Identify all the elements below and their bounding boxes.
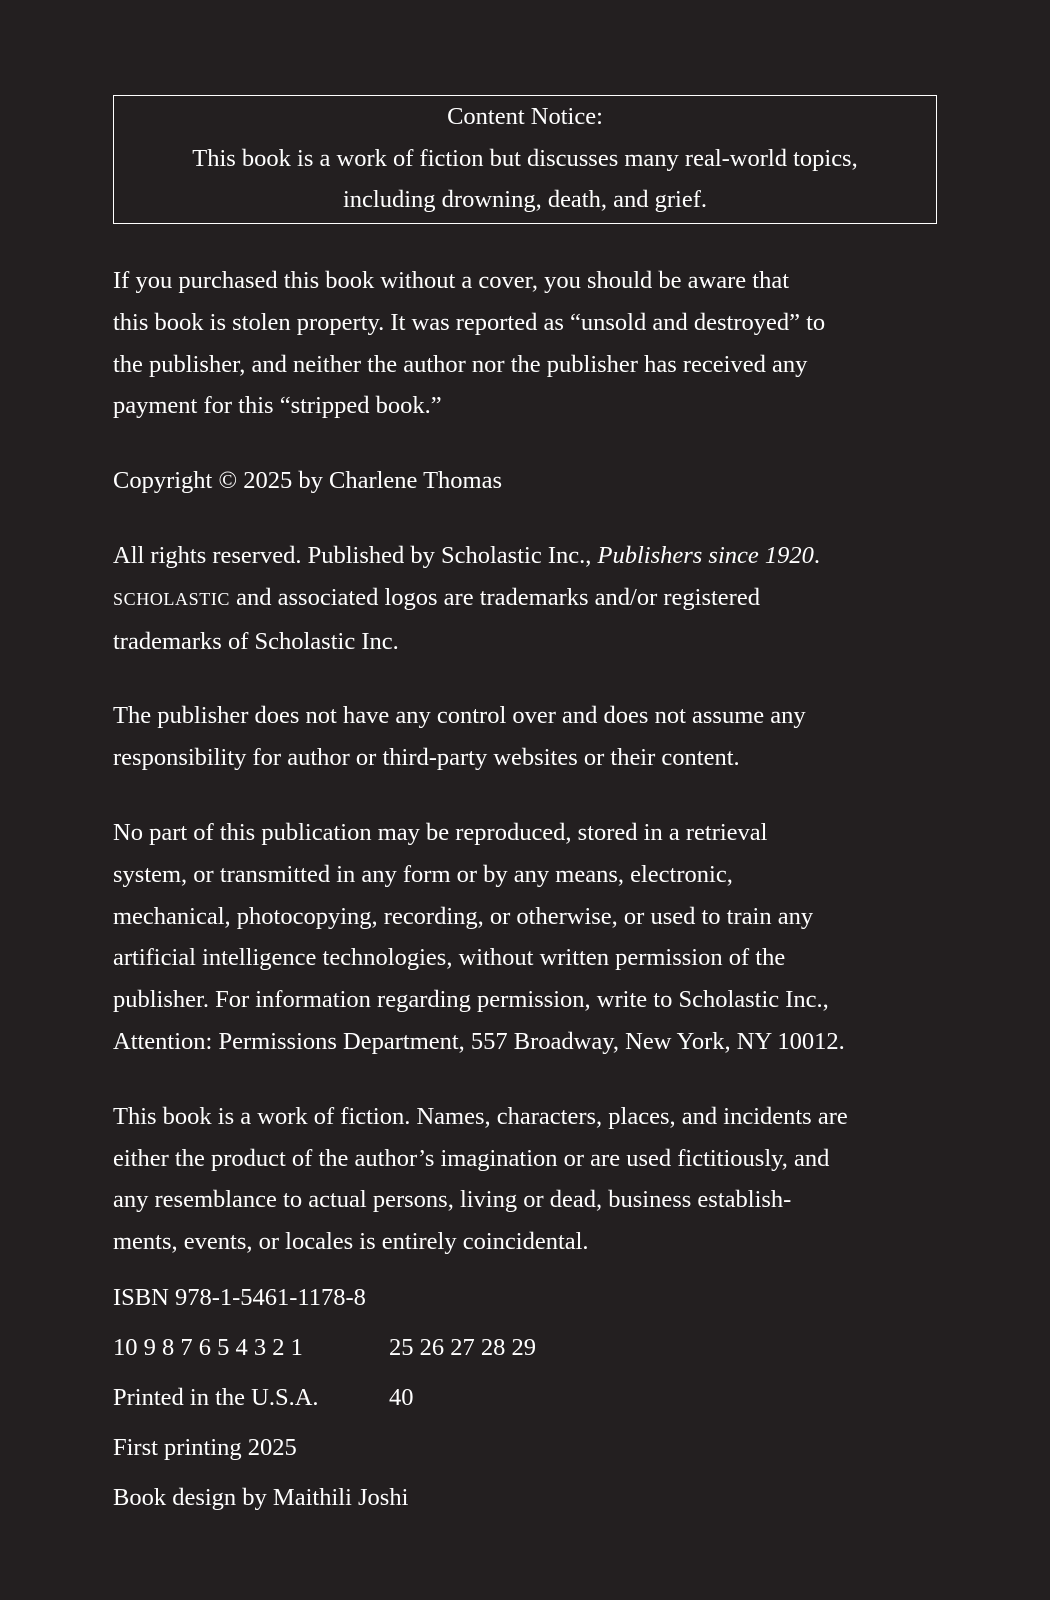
printed-in-line	[113, 1373, 937, 1423]
text-line: No part of this publication may be reproduced, stored in a retrieval	[113, 818, 768, 846]
first-printing: First printing 2025	[113, 1433, 297, 1461]
text-line: ments, events, or locales is entirely coincidental.	[113, 1228, 589, 1256]
rights-text: .	[813, 541, 821, 569]
text-line: The publisher does not have any control over and does not assume any	[113, 702, 806, 730]
printing-numbers: 10 9 8 7 6 5 4 3 2 1	[113, 1333, 303, 1361]
text-line	[113, 535, 937, 577]
printer-code: 40	[389, 1383, 414, 1411]
stripped-book-notice	[113, 260, 937, 427]
copyright-page	[113, 95, 937, 1523]
text-line: publisher. For information regarding permission, write to Scholastic Inc.,	[113, 986, 829, 1014]
content-notice-heading: Content Notice:	[447, 103, 603, 130]
text-line: payment for this “stripped book.”	[113, 392, 442, 420]
copyright-line: Copyright © 2025 by Charlene Thomas	[113, 467, 503, 495]
text-line: If you purchased this book without a cover, you should be aware that	[113, 267, 789, 294]
text-line: any resemblance to actual persons, living or dead, business establish-	[113, 1186, 792, 1214]
rights-text: and associated logos are trademarks and/or registered	[230, 583, 760, 611]
text-line	[113, 577, 937, 621]
publisher-tagline: Publishers since 1920	[597, 541, 814, 569]
book-design-credit: Book design by Maithili Joshi	[113, 1483, 409, 1511]
rights-statement	[113, 535, 937, 662]
isbn: ISBN 978-1-5461-1178-8	[113, 1283, 366, 1311]
content-notice-line: This book is a work of fiction but discusses many real-world topics,	[192, 144, 858, 172]
text-line: this book is stolen property. It was reported as “unsold and destroyed” to	[113, 308, 826, 336]
text-line: artificial intelligence technologies, without written permission of the	[113, 944, 786, 972]
rights-text: All rights reserved. Published by Scholastic Inc.,	[113, 541, 598, 569]
text-line: either the product of the author’s imagination or are used fictitiously, and	[113, 1144, 830, 1172]
text-line: the publisher, and neither the author nor the publisher has received any	[113, 350, 808, 378]
reproduction-notice	[113, 812, 937, 1063]
text-line: trademarks of Scholastic Inc.	[113, 627, 399, 655]
text-line: responsibility for author or third-party websites or their content.	[113, 744, 740, 772]
text-line: mechanical, photocopying, recording, or otherwise, or used to train any	[113, 902, 814, 930]
printing-credits	[113, 1273, 937, 1523]
content-notice-box	[113, 95, 937, 224]
scholastic-trademark: SCHOLASTIC	[113, 588, 231, 609]
text-line: Attention: Permissions Department, 557 Broadway, New York, NY 10012.	[113, 1027, 845, 1055]
fiction-disclaimer	[113, 1096, 937, 1263]
text-line: This book is a work of fiction. Names, characters, places, and incidents are	[113, 1102, 848, 1130]
content-notice-line: including drowning, death, and grief.	[342, 186, 707, 213]
printed-in: Printed in the U.S.A.	[113, 1383, 319, 1411]
text-line: system, or transmitted in any form or by any means, electronic,	[113, 860, 733, 888]
printing-line	[113, 1323, 937, 1373]
printing-years: 25 26 27 28 29	[389, 1333, 536, 1361]
publisher-disclaimer	[113, 695, 937, 779]
